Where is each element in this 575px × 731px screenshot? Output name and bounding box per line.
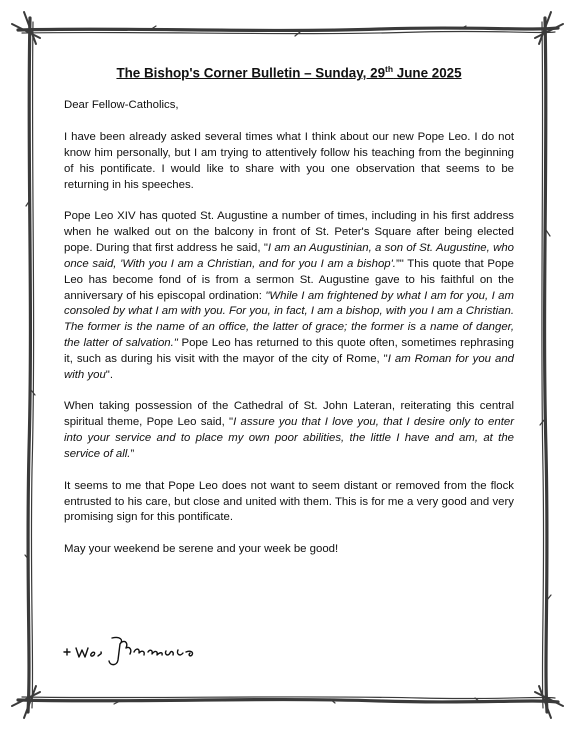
title-superscript: th <box>385 64 394 74</box>
p2-text-d: ". <box>105 369 114 382</box>
p3-text-b: ” <box>130 448 135 461</box>
salutation: Dear Fellow-Catholics, <box>64 99 179 112</box>
p2-text-c: Pope Leo has returned to this quote often, sometimes rephrasing it, such as during his visit with the mayor of the city of Rome, " <box>64 337 514 366</box>
paragraph-3 <box>64 399 514 463</box>
handwritten-signature <box>60 630 210 670</box>
bulletin-title <box>64 64 514 80</box>
p2-text-b: ”" This quote that Pope Leo has become fond of is from a sermon St. Augustine gave to his faithful on the anniversary of his episcopal ordination: <box>64 257 514 302</box>
paragraph-4: It seems to me that Pope Leo does not want to seem distant or removed from the flock entrusted to his care, but close and united with them. This is for me a very good and very promising sign for this pontificate. <box>64 479 514 524</box>
closing-line: May your weekend be serene and your week be good! <box>64 542 339 555</box>
p2-quote-1: I am an Augustinian, a son of St. Augustine, who once said, 'With you I am a Christian, and for you I am a bishop'. <box>64 241 515 270</box>
paragraph-1: I have been already asked several times what I think about our new Pope Leo. I do not know him personally, but I am trying to attentively follow his teaching from the beginning of his pontificate. I would like to share with you one observation that seems to be returning in his speeches. <box>64 130 514 191</box>
p3-text-a: When taking possession of the Cathedral of St. John Lateran, reiterating this central spiritual theme, Pope Leo said, " <box>64 400 514 429</box>
title-date-end: June 2025 <box>393 65 462 81</box>
p3-quote: I assure you that I love you, that I desire only to enter into your service and to place my own poor abilities, the little I have and am, at the service of all. <box>64 416 514 461</box>
title-text: The Bishop's Corner Bulletin – Sunday, 29 <box>116 65 386 81</box>
paragraph-2 <box>64 209 514 384</box>
bulletin-body <box>64 64 514 573</box>
p2-text-a: Pope Leo XIV has quoted St. Augustine a number of times, including in his first address when he walked out on the balcony in front of St. Peter's Square after being elected pope. During that first address he said, " <box>64 210 514 254</box>
p2-quote-2: "While I am frightened by what I am for you, I am consoled by what I am with you. For you, in fact, I am a bishop, with you I am a Christian. The former is the name of an office, the latter of grace; the former is a name of danger, the latter of salvation." <box>64 289 514 350</box>
p2-quote-3: I am Roman for you and with you <box>64 353 514 382</box>
